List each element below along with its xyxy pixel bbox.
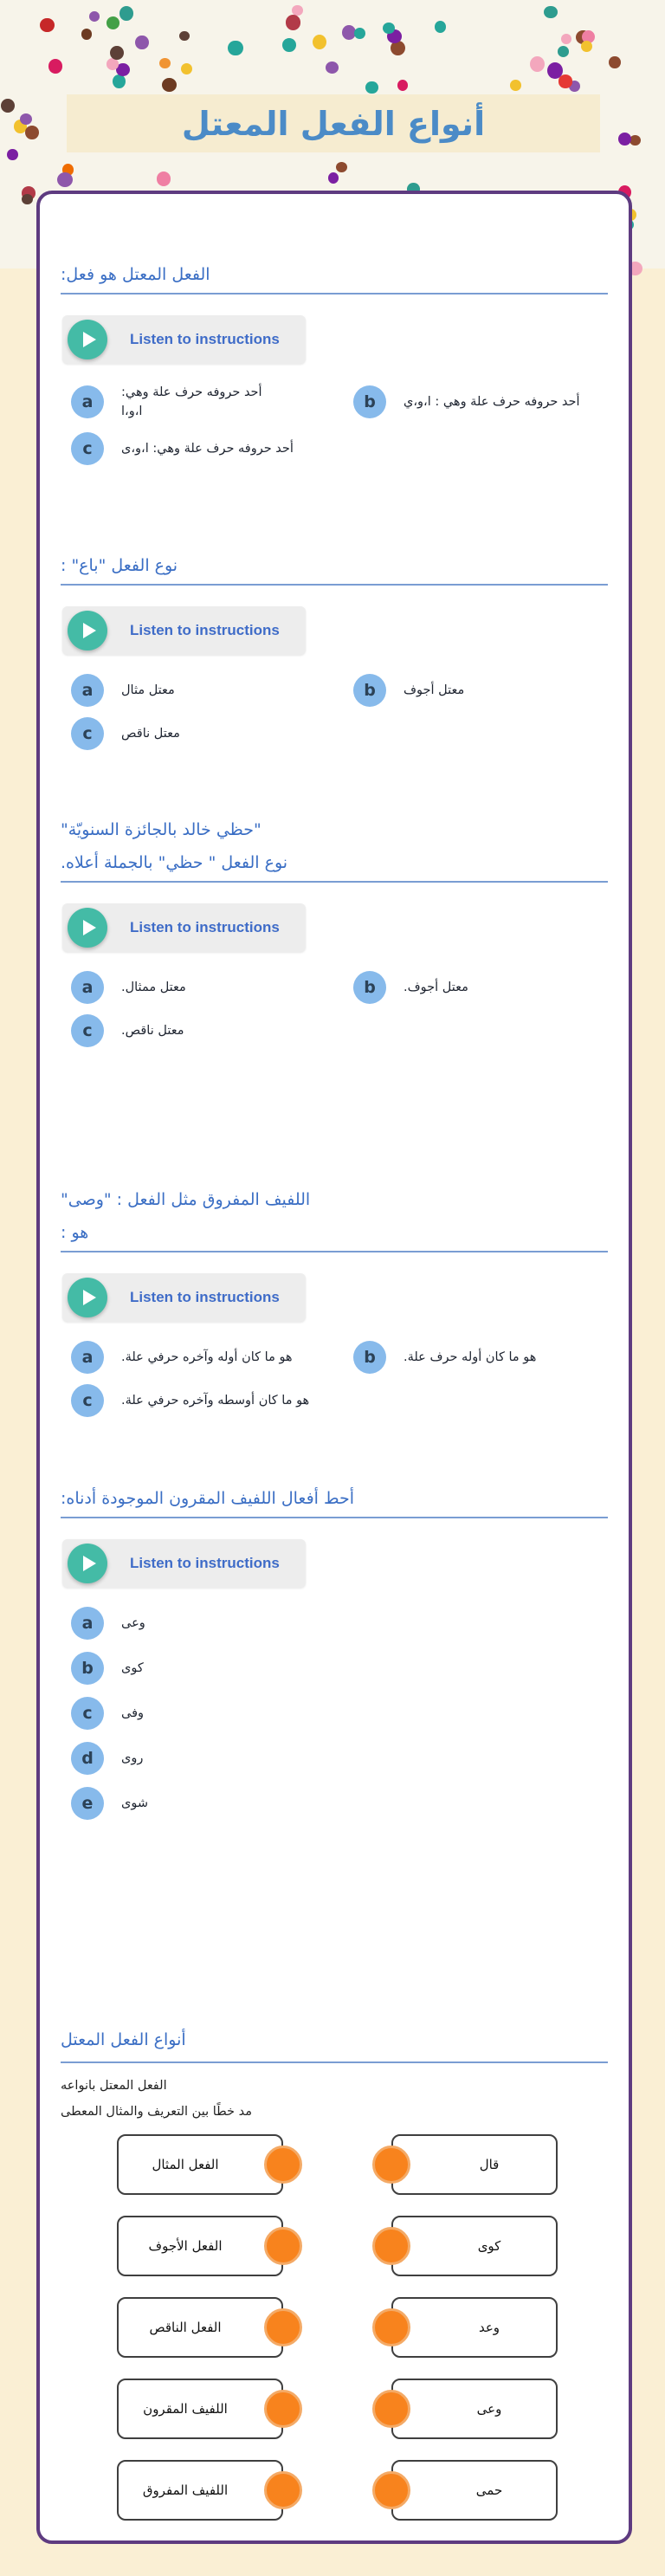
option-text: معتل مثال: [121, 683, 175, 697]
match-connector-dot[interactable]: [264, 2308, 302, 2346]
option-b[interactable]: [71, 1652, 608, 1685]
heading-underline: [61, 1517, 608, 1518]
matching-definition-box[interactable]: اللفيف المقرون: [117, 2379, 283, 2439]
polka-dot: [119, 6, 133, 21]
match-connector-dot[interactable]: [264, 2227, 302, 2265]
polka-dot: [383, 23, 395, 35]
polka-dot: [162, 78, 176, 92]
polka-dot: [510, 80, 521, 91]
play-triangle-icon: [83, 1290, 96, 1305]
option-a[interactable]: [71, 971, 353, 1004]
option-text: أحد حروفه حرف علة وهي: ا،و،ا: [121, 385, 262, 419]
heading-underline: [61, 584, 608, 586]
polka-dot: [81, 29, 92, 39]
option-c[interactable]: [71, 1697, 608, 1730]
polka-dot: [286, 15, 300, 29]
heading-underline: [61, 881, 608, 883]
play-icon: [68, 908, 107, 948]
listen-button-label: Listen to instructions: [130, 1555, 280, 1571]
matching-example-box[interactable]: كوى: [391, 2216, 558, 2276]
question-heading-line: "حظي خالد بالجائزة السنويّة": [61, 820, 261, 839]
polka-dot: [110, 46, 124, 61]
option-letter-badge: c: [71, 1697, 104, 1730]
match-connector-dot[interactable]: [372, 2390, 410, 2428]
match-connector-dot[interactable]: [264, 2471, 302, 2509]
matching-instruction: مد خطًا بين التعريف والمثال المعطى: [61, 2105, 252, 2119]
polka-dot: [7, 149, 17, 160]
listen-button-label: Listen to instructions: [130, 919, 280, 935]
listen-instructions-button[interactable]: [62, 903, 306, 952]
option-text: وفى: [121, 1705, 145, 1720]
polka-dot: [179, 31, 190, 42]
polka-dot: [135, 36, 148, 49]
option-a[interactable]: [71, 1341, 353, 1374]
polka-dot: [107, 58, 119, 69]
options-list: [61, 971, 608, 1047]
matching-subtitle: الفعل المعتل بانواعه: [61, 2079, 167, 2093]
option-text: شوى: [121, 1796, 148, 1810]
polka-dot: [48, 59, 62, 74]
match-connector-dot[interactable]: [372, 2146, 410, 2184]
option-letter-badge: b: [353, 1341, 386, 1374]
play-icon: [68, 1278, 107, 1317]
option-text: معتل ناقص: [121, 726, 180, 741]
option-letter-badge: a: [71, 971, 104, 1004]
polka-dot: [1, 99, 15, 113]
play-icon: [68, 611, 107, 650]
polka-dot: [181, 63, 192, 74]
option-letter-badge: b: [353, 385, 386, 418]
option-text: معتل ممثال.: [121, 980, 186, 994]
worksheet-card: [36, 191, 632, 2544]
options-list: [61, 674, 608, 750]
option-text: معتل أجوف: [404, 683, 465, 697]
option-c[interactable]: [71, 432, 353, 465]
listen-instructions-button[interactable]: [62, 1273, 306, 1322]
option-c[interactable]: [71, 1014, 353, 1047]
polka-dot: [313, 35, 326, 49]
question-heading-line: الفعل المعتل هو فعل:: [61, 265, 210, 284]
option-letter-badge: c: [71, 1014, 104, 1047]
option-c[interactable]: [71, 717, 353, 750]
polka-dot: [25, 126, 39, 139]
polka-dot: [159, 58, 171, 69]
match-connector-dot[interactable]: [264, 2390, 302, 2428]
question-heading-line: نوع الفعل "باع" :: [61, 556, 178, 575]
matching-title: أنواع الفعل المعتل: [61, 2030, 186, 2049]
matching-example-box[interactable]: وعى: [391, 2379, 558, 2439]
question-heading-line: نوع الفعل " حظي" بالجملة أعلاه.: [61, 853, 288, 872]
option-letter-badge: b: [353, 674, 386, 707]
option-b[interactable]: [353, 674, 608, 707]
listen-instructions-button[interactable]: [62, 315, 306, 364]
polka-dot: [618, 133, 631, 146]
question-heading: [61, 549, 608, 582]
option-text: معتل أجوف.: [404, 980, 468, 994]
matching-definition-box[interactable]: الفعل الأجوف: [117, 2216, 283, 2276]
option-letter-badge: a: [71, 385, 104, 418]
play-triangle-icon: [83, 1556, 96, 1571]
option-c[interactable]: [71, 1384, 353, 1417]
option-text: كوى: [121, 1660, 144, 1675]
polka-dot: [326, 61, 339, 74]
polka-dot: [20, 113, 32, 125]
option-letter-badge: e: [71, 1787, 104, 1820]
question-block-2: [61, 549, 608, 750]
match-connector-dot[interactable]: [372, 2308, 410, 2346]
options-list: [61, 383, 608, 465]
matching-example-box[interactable]: قال: [391, 2134, 558, 2195]
option-letter-badge: a: [71, 1341, 104, 1374]
polka-dot: [328, 172, 339, 184]
heading-underline: [61, 1251, 608, 1252]
polka-dot: [561, 34, 571, 45]
option-text: معتل ناقص.: [121, 1023, 184, 1038]
options-list: [61, 1341, 608, 1417]
polka-dot: [107, 16, 119, 29]
option-text: أحد حروفه حرف علة وهي : ا،و،ي: [404, 395, 580, 410]
polka-dot: [354, 28, 365, 39]
heading-underline: [61, 2061, 608, 2063]
options-list: [61, 1607, 608, 1820]
option-text: روى: [121, 1751, 144, 1765]
heading-underline: [61, 293, 608, 294]
polka-dot: [558, 74, 572, 87]
option-b[interactable]: [353, 1341, 608, 1374]
question-heading-line: اللفيف المفروق مثل الفعل : "وصى": [61, 1190, 311, 1209]
polka-dot: [530, 56, 545, 72]
listen-button-label: Listen to instructions: [130, 622, 280, 638]
polka-dot: [157, 172, 171, 185]
question-heading: [61, 1482, 608, 1515]
polka-dot: [89, 11, 100, 22]
match-connector-dot[interactable]: [372, 2227, 410, 2265]
option-d[interactable]: [71, 1742, 608, 1775]
play-triangle-icon: [83, 623, 96, 638]
option-e[interactable]: [71, 1787, 608, 1820]
option-letter-badge: c: [71, 717, 104, 750]
option-b[interactable]: [353, 971, 608, 1004]
option-text: هو ما كان أوله وآخره حرفي علة.: [121, 1349, 293, 1364]
option-a[interactable]: [71, 383, 353, 422]
option-b[interactable]: [353, 383, 608, 422]
option-letter-badge: d: [71, 1742, 104, 1775]
polka-dot: [609, 56, 621, 69]
option-letter-badge: a: [71, 1607, 104, 1640]
worksheet-title-band: [67, 94, 600, 152]
option-text: أحد حروفه حرف علة وهي: ا،و،ى: [121, 441, 294, 456]
option-letter-badge: a: [71, 674, 104, 707]
match-connector-dot[interactable]: [264, 2146, 302, 2184]
matching-example-box[interactable]: وعد: [391, 2297, 558, 2358]
matching-definition-box[interactable]: الفعل الناقص: [117, 2297, 283, 2358]
option-text: هو ما كان أوسطه وآخره حرفي علة.: [121, 1393, 310, 1408]
matching-definition-box[interactable]: اللفيف المفروق: [117, 2460, 283, 2521]
polka-dot: [558, 46, 569, 57]
option-letter-badge: c: [71, 1384, 104, 1417]
listen-instructions-button[interactable]: [62, 1539, 306, 1588]
play-icon: [68, 320, 107, 359]
polka-dot: [57, 172, 73, 187]
polka-dot: [581, 41, 592, 52]
question-heading: [61, 1183, 608, 1249]
matching-example-box[interactable]: حمى: [391, 2460, 558, 2521]
polka-dot: [113, 74, 126, 88]
polka-dot: [40, 18, 55, 33]
question-block-3: [61, 813, 608, 1047]
option-letter-badge: b: [71, 1652, 104, 1685]
option-a[interactable]: [71, 674, 353, 707]
question-block-5: [61, 1482, 608, 1820]
matching-definition-box[interactable]: الفعل المثال: [117, 2134, 283, 2195]
option-text: هو ما كان أوله حرف علة.: [404, 1349, 537, 1364]
question-heading-line: أحط أفعال اللفيف المقرون الموجودة أدناه:: [61, 1489, 355, 1508]
question-heading: [61, 258, 608, 291]
matching-section: [40, 2023, 629, 2526]
polka-dot: [629, 135, 641, 146]
option-letter-badge: b: [353, 971, 386, 1004]
polka-dot: [435, 21, 446, 32]
play-triangle-icon: [83, 332, 96, 347]
polka-dot: [22, 194, 33, 205]
polka-dot: [282, 38, 296, 52]
question-block-1: [61, 258, 608, 465]
polka-dot: [397, 80, 408, 91]
polka-dot: [544, 6, 558, 18]
polka-dot: [365, 81, 378, 94]
polka-dot: [228, 41, 242, 56]
polka-dot: [292, 5, 302, 16]
play-triangle-icon: [83, 920, 96, 935]
option-letter-badge: c: [71, 432, 104, 465]
option-text: وعى: [121, 1615, 145, 1630]
listen-button-label: Listen to instructions: [130, 331, 280, 347]
polka-dot: [336, 162, 347, 172]
question-heading-line: هو :: [61, 1223, 89, 1242]
listen-button-label: Listen to instructions: [130, 1289, 280, 1305]
page-title: أنواع الفعل المعتل: [181, 104, 486, 143]
question-block-4: [61, 1183, 608, 1417]
listen-instructions-button[interactable]: [62, 606, 306, 655]
question-heading: [61, 813, 608, 879]
match-connector-dot[interactable]: [372, 2471, 410, 2509]
option-a[interactable]: [71, 1607, 608, 1640]
play-icon: [68, 1544, 107, 1583]
